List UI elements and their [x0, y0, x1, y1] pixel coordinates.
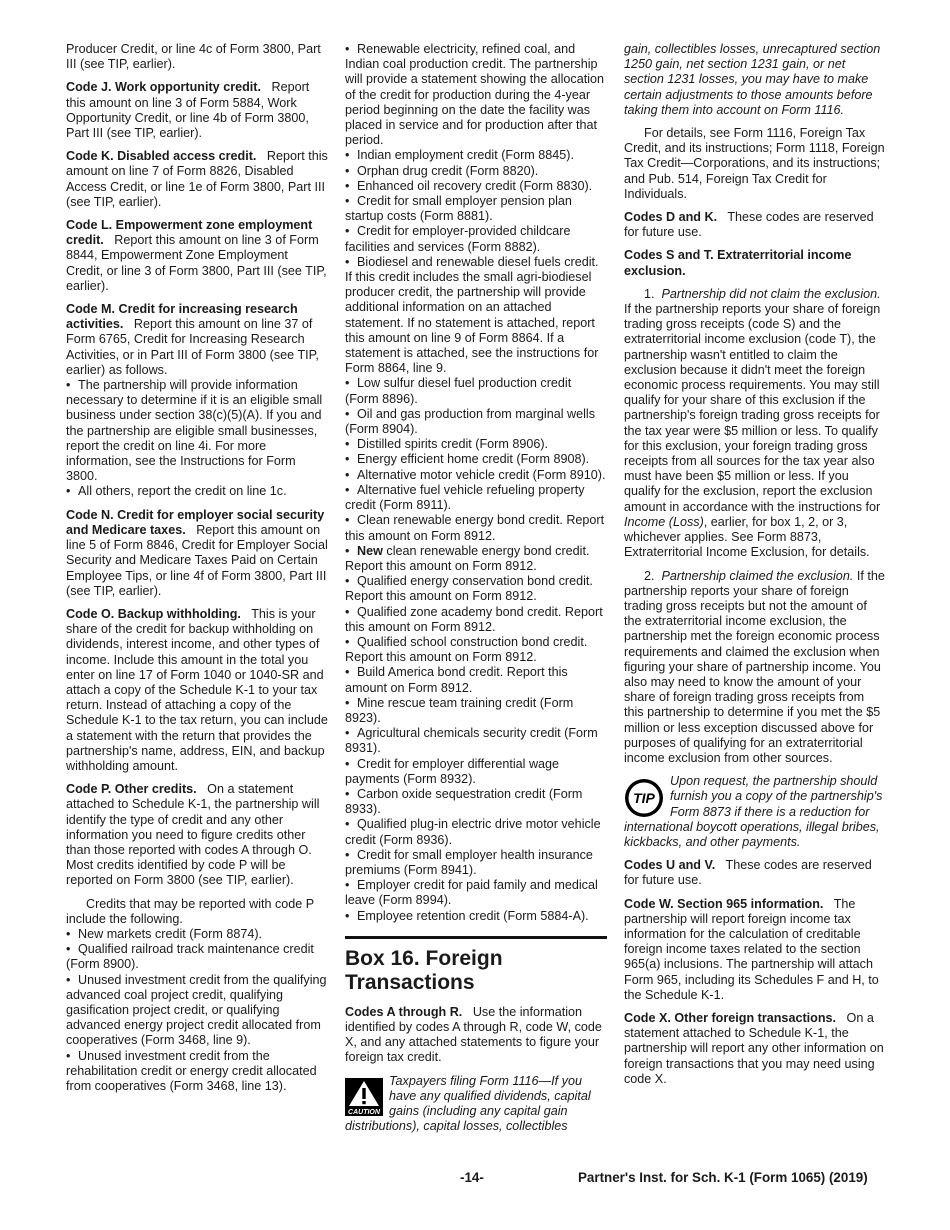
list-item: • Clean renewable energy bond credit. Report this amount on Form 8912.: [345, 513, 605, 543]
code-x: Code X. Other foreign transactions. On a statement attached to Schedule K-1, the partnership will report any other information on foreign transactions that you may need using code X.: [624, 1010, 884, 1086]
new-label: New: [357, 543, 383, 558]
list-item: • Energy efficient home credit (Form 8908).: [345, 452, 590, 467]
tip-icon-text: TIP: [633, 790, 655, 807]
code-p-list: [66, 927, 328, 1094]
codes-d-and-k: Codes D and K. These codes are reserved for future use.: [624, 210, 874, 240]
list-item: • New markets credit (Form 8874).: [66, 926, 263, 941]
code-p: Code P. Other credits. On a statement attached to Schedule K-1, the partnership will identify the type of credit and any other information you need to figure credits other than those reported with codes A through O. Most credits identified by code P will be reported on Form 3800 (see TIP, earlier).: [66, 782, 320, 888]
list-item: • Carbon oxide sequestration credit (Form 8933).: [345, 786, 583, 817]
paragraph: For details, see Form 1116, Foreign Tax Credit, and its instructions; Form 1118, Foreign Tax Credit—Corporations, and its instructions; and Pub. 514, Foreign Tax Credit for Individuals.: [624, 126, 885, 201]
caution-icon-text: CAUTION: [348, 1108, 380, 1116]
list-item: • Qualified plug-in electric drive motor vehicle credit (Form 8936).: [345, 817, 601, 847]
list-item: • Agricultural chemicals security credit (Form 8931).: [345, 726, 598, 756]
code-l: Code L. Empowerment zone employment credit. Report this amount on line 3 of Form 8844, Empowerment Zone Employment Credit, or line 3 of Form 3800, Part III (see TIP, earlier).: [66, 218, 327, 293]
paragraph: Producer Credit, or line 4c of Form 3800, Part III (see TIP, earlier).: [66, 42, 321, 72]
st-item-1: 1. Partnership did not claim the exclusion. If the partnership reports your share of foreign trading gross receipts (code S) and the extraterritorial income exclusion (code T), the partnership wasn't entitled to claim the exclusion because it didn't meet the foreign economic process requirements. You may still qualify for your share of this exclusion if the partnership's foreign trading gross receipts for the tax year were $5 million or less. To qualify for this exclusion, your foreign trading gross receipts from all sources for the tax year also must have been $5 million or less. If you qualify for the exclusion, report the exclusion amount in accordance with the instructions for Income (Loss), earlier, for box 1, 2, or 3, whichever applies. See Form 8873, Extraterritorial Income Exclusion, for details.: [624, 286, 881, 560]
code-w: Code W. Section 965 information. The partnership will report foreign income tax information for the calculation of creditable foreign income taxes related to the section 965(a) inclusions. The partnership will attach Form 965, including its Schedules F and H, to the Schedule K-1.: [624, 896, 879, 1002]
list-item: • Qualified school construction bond credit. Report this amount on Form 8912.: [345, 634, 588, 665]
codes-u-and-v: Codes U and V. These codes are reserved for future use.: [624, 858, 872, 888]
box-16-heading: Box 16. Foreign Transactions: [345, 946, 503, 994]
paragraph: Credits that may be reported with code P include the following.: [66, 896, 314, 926]
list-item: • Alternative motor vehicle credit (Form 8910).: [345, 467, 606, 482]
list-item: • Credit for employer-provided childcare facilities and services (Form 8882).: [345, 224, 571, 254]
list-item: • Indian employment credit (Form 8845).: [345, 148, 574, 163]
list-item: • Credit for employer differential wage payments (Form 8932).: [345, 756, 560, 786]
code-k: Code K. Disabled access credit. Report this amount on line 7 of Form 8826, Disabled Access Credit, or line 1e of Form 3800, Part III (see TIP, earlier).: [66, 149, 328, 209]
footer-title: Partner's Inst. for Sch. K-1 (Form 1065) (2019): [578, 1170, 868, 1185]
list-item: • All others, report the credit on line 1c.: [66, 484, 287, 499]
tip-icon: [624, 778, 664, 818]
code-m-list: [66, 378, 328, 500]
code-j: Code J. Work opportunity credit. Report this amount on line 3 of Form 5884, Work Opportunity Credit, or line 4b of Form 3800, Part III (see TIP, earlier).: [66, 80, 310, 141]
list-item: • Qualified energy conservation bond credit. Report this amount on Form 8912.: [345, 574, 593, 604]
caution-icon: [345, 1078, 383, 1116]
list-item: • Renewable electricity, refined coal, and Indian coal production credit. The partnership will provide a statement showing the allocation of the credit for production during the 4-year period beginning on the date the facility was placed in service and for production after that period.: [345, 42, 605, 148]
code-n: Code N. Credit for employer social security and Medicare taxes. Report this amount on line 5 of Form 8846, Credit for Employer Social Security and Medicare Taxes Paid on Certain Employee Tips, or line 4f of Form 3800, Part III (see TIP, earlier).: [66, 507, 328, 598]
list-item: • Build America bond credit. Report this amount on Form 8912.: [345, 665, 568, 695]
list-item: • Alternative fuel vehicle refueling property credit (Form 8911).: [345, 482, 585, 513]
list-item: • The partnership will provide information necessary to determine if it is an eligible small business under section 38(c)(5)(A). If you and the partnership are eligible small businesses, report the credit on line 4i. For more information, see the Instructions for Form 3800.: [66, 378, 323, 484]
list-item: • Credit for small employer pension plan startup costs (Form 8881).: [345, 194, 572, 224]
list-item: • Orphan drug credit (Form 8820).: [345, 163, 539, 178]
caution-continued: gain, collectibles losses, unrecaptured section 1250 gain, net section 1231 gain, or net section 1231 losses, you may have to make certain adjustments to those amounts before taking them into account on Form 1116.: [624, 42, 881, 117]
list-item: • Enhanced oil recovery credit (Form 8830).: [345, 178, 593, 193]
code-m: Code M. Credit for increasing research activities. Report this amount on line 37 of Form 6765, Credit for Increasing Research Activities, or in Part III of Form 3800 (see TIP, earlier) as follows.: [66, 302, 319, 377]
list-item: • Credit for small employer health insurance premiums (Form 8941).: [345, 847, 593, 877]
list-item: • Unused investment credit from the rehabilitation credit or energy credit allocated from cooperatives (Form 3468, line 13).: [66, 1048, 317, 1093]
codes-a-through-r: Codes A through R. Use the information identified by codes A through R, code W, code X, and any attached statements to figure your foreign tax credit.: [345, 1004, 602, 1065]
list-item: • New clean renewable energy bond credit. Report this amount on Form 8912.: [345, 543, 590, 573]
list-item: • Distilled spirits credit (Form 8906).: [345, 437, 549, 452]
list-item: • Mine rescue team training credit (Form 8923).: [345, 695, 574, 725]
list-item: • Oil and gas production from marginal wells (Form 8904).: [345, 406, 595, 437]
list-item: • Employer credit for paid family and medical leave (Form 8994).: [345, 878, 598, 908]
column-1: [66, 42, 328, 1102]
list-item: • Qualified zone academy bond credit. Report this amount on Form 8912.: [345, 604, 603, 634]
list-item: • Employee retention credit (Form 5884-A).: [345, 908, 589, 923]
column-2: [345, 42, 607, 1142]
list-item: • Unused investment credit from the qualifying advanced coal project credit, qualifying gasification project credit, or qualifying advanced energy project credit allocated from cooperatives (Form 3468, line 9).: [66, 972, 327, 1048]
code-o: Code O. Backup withholding. This is your share of the credit for backup withholding on dividends, interest income, and other types of income. Include this amount in the total you enter on line 17 of Form 1040 or 1040-SR and attach a copy of the Schedule K-1 to your tax return. Instead of attaching a copy of the Schedule K-1 to the tax return, you can include a statement with the return that provides the partnership's name, address, EIN, and backup withholding amount.: [66, 606, 328, 773]
st-item-2: 2. Partnership claimed the exclusion. If the partnership reports your share of foreign trading gross receipts but not the amount of the extraterritorial income exclusion, the partnership met the foreign economic process requirements and claimed the exclusion when figuring your share of partnership income. You also may need to know the amount of your share of foreign trading gross receipts from this partnership to determine if you met the $5 million or less exception discussed above for purposes of qualifying for an extraterritorial income exclusion from other sources.: [624, 568, 885, 765]
column-3: [624, 42, 886, 1095]
list-item: • Low sulfur diesel fuel production credit (Form 8896).: [345, 376, 572, 406]
section-rule: [345, 936, 607, 939]
caution-note: CAUTION Taxpayers filing Form 1116—If you have any qualified dividends, capital gains (including any capital gain distributions), capital losses, collectibles: [345, 1073, 591, 1134]
list-item: • Biodiesel and renewable diesel fuels credit. If this credit includes the small agri-biodiesel producer credit, the partnership will provide additional information on an attached statement. If no statement is attached, report this amount on line 9 of Form 8864. If a statement is attached, see the instructions for Form 8864, line 9.: [345, 254, 599, 376]
list-item: • Qualified railroad track maintenance credit (Form 8900).: [66, 942, 314, 972]
tip-note: TIP Upon request, the partnership should furnish you a copy of the partnership's Form 8873 if there is a reduction for international boycott operations, illegal bribes, kickbacks, and other payments.: [624, 774, 883, 849]
credits-list: [345, 42, 607, 924]
page-number: -14-: [460, 1170, 484, 1185]
codes-s-and-t: Codes S and T. Extraterritorial income exclusion.: [624, 248, 852, 278]
